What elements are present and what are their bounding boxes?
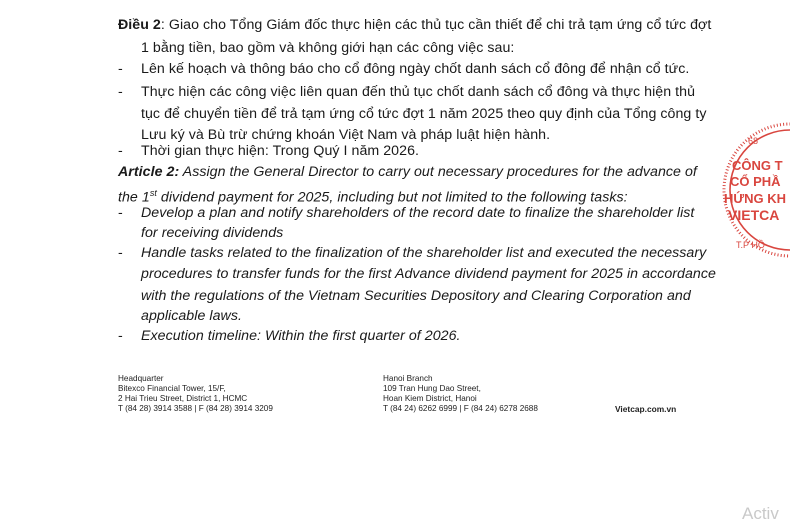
- vn-bullet-2-line-3: Lưu ký và Bù trừ chứng khoán Việt Nam và pháp luật hiện hành.: [141, 127, 551, 143]
- en-bullet-1-line-1: Develop a plan and notify shareholders of the record date to finalize the shareholder list: [141, 205, 695, 221]
- vn-bullet-2-line-1: Thực hiện các công việc liên quan đến thủ tục chốt danh sách cổ đông và thực hiện thủ: [141, 84, 696, 100]
- footer-hn-title: Hanoi Branch: [383, 374, 433, 383]
- vn-bullet-3: Thời gian thực hiện: Trong Quý I năm 2026.: [141, 143, 419, 159]
- footer-hn-line-1: 109 Tran Hung Dao Street,: [383, 384, 481, 393]
- seal-line-5: T.P HỒ: [736, 240, 765, 250]
- footer-hn-line-2: Hoan Kiem District, Hanoi: [383, 394, 477, 403]
- footer-hq-line-1: Bitexco Financial Tower, 15/F,: [118, 384, 226, 393]
- seal-line-2: CỔ PHẦ: [730, 174, 781, 189]
- footer-hn-line-3: T (84 24) 6262 6999 | F (84 24) 6278 2688: [383, 404, 538, 413]
- en-bullet-3-dash: -: [118, 328, 123, 344]
- en-article-text-cont-b: dividend payment for 2025, including but not limited to the following tasks:: [156, 189, 628, 206]
- footer-website-link[interactable]: Vietcap.com.vn: [615, 404, 677, 414]
- en-article-heading: [118, 162, 697, 182]
- footer-hq-title: Headquarter: [118, 374, 164, 383]
- footer-hq-line-3: T (84 28) 3914 3588 | F (84 28) 3914 3209: [118, 404, 273, 413]
- en-bullet-1-dash: -: [118, 205, 123, 221]
- en-bullet-2-dash: -: [118, 245, 123, 261]
- seal-number: 68: [748, 136, 759, 146]
- en-bullet-2-line-4: applicable laws.: [141, 308, 242, 324]
- en-bullet-3: Execution timeline: Within the first quarter of 2026.: [141, 328, 461, 344]
- seal-line-1: CÔNG T: [732, 158, 783, 173]
- seal-graphic: [718, 118, 790, 266]
- seal-line-3: HỨNG KH: [724, 191, 787, 206]
- en-article-text-cont-a: the 1: [118, 189, 150, 206]
- vn-bullet-2-line-2: tục để chuyển tiền để trả tạm ứng cổ tức đợt 1 năm 2025 theo quy định của Tổng công ty: [141, 106, 707, 122]
- en-article-label: Article 2:: [118, 164, 180, 180]
- vn-article-heading: [118, 15, 711, 35]
- footer-hq-line-2: 2 Hai Trieu Street, District 1, HCMC: [118, 394, 248, 403]
- vn-article-text: : Giao cho Tổng Giám đốc thực hiện các thủ tục cần thiết để chi trả tạm ứng cổ tức đợt: [160, 17, 712, 33]
- en-article-text: Assign the General Director to carry out necessary procedures for the advance of: [179, 164, 697, 180]
- company-seal: [718, 118, 790, 266]
- vn-article-label: Điều 2: [118, 17, 161, 33]
- vn-bullet-2-dash: -: [118, 84, 123, 100]
- vn-article-text-cont: 1 bằng tiền, bao gồm và không giới hạn các công việc sau:: [141, 40, 515, 56]
- en-ordinal-sup: st: [149, 188, 157, 198]
- activation-watermark: Activ: [742, 504, 779, 523]
- vn-bullet-1: Lên kế hoạch và thông báo cho cổ đông ngày chốt danh sách cổ đông để nhận cổ tức.: [141, 61, 690, 77]
- vn-bullet-3-dash: -: [118, 143, 123, 159]
- en-bullet-2-line-3: with the regulations of the Vietnam Securities Depository and Clearing Corporation and: [141, 288, 691, 304]
- seal-line-4: VIETCA: [728, 207, 780, 223]
- en-bullet-2-line-2: procedures to transfer funds for the first Advance dividend payment for 2025 in accordance: [141, 266, 716, 282]
- vn-bullet-1-dash: -: [118, 61, 123, 77]
- en-bullet-1-line-2: for receiving dividends: [141, 225, 284, 241]
- en-bullet-2-line-1: Handle tasks related to the finalization of the shareholder list and executed the necessary: [141, 245, 707, 261]
